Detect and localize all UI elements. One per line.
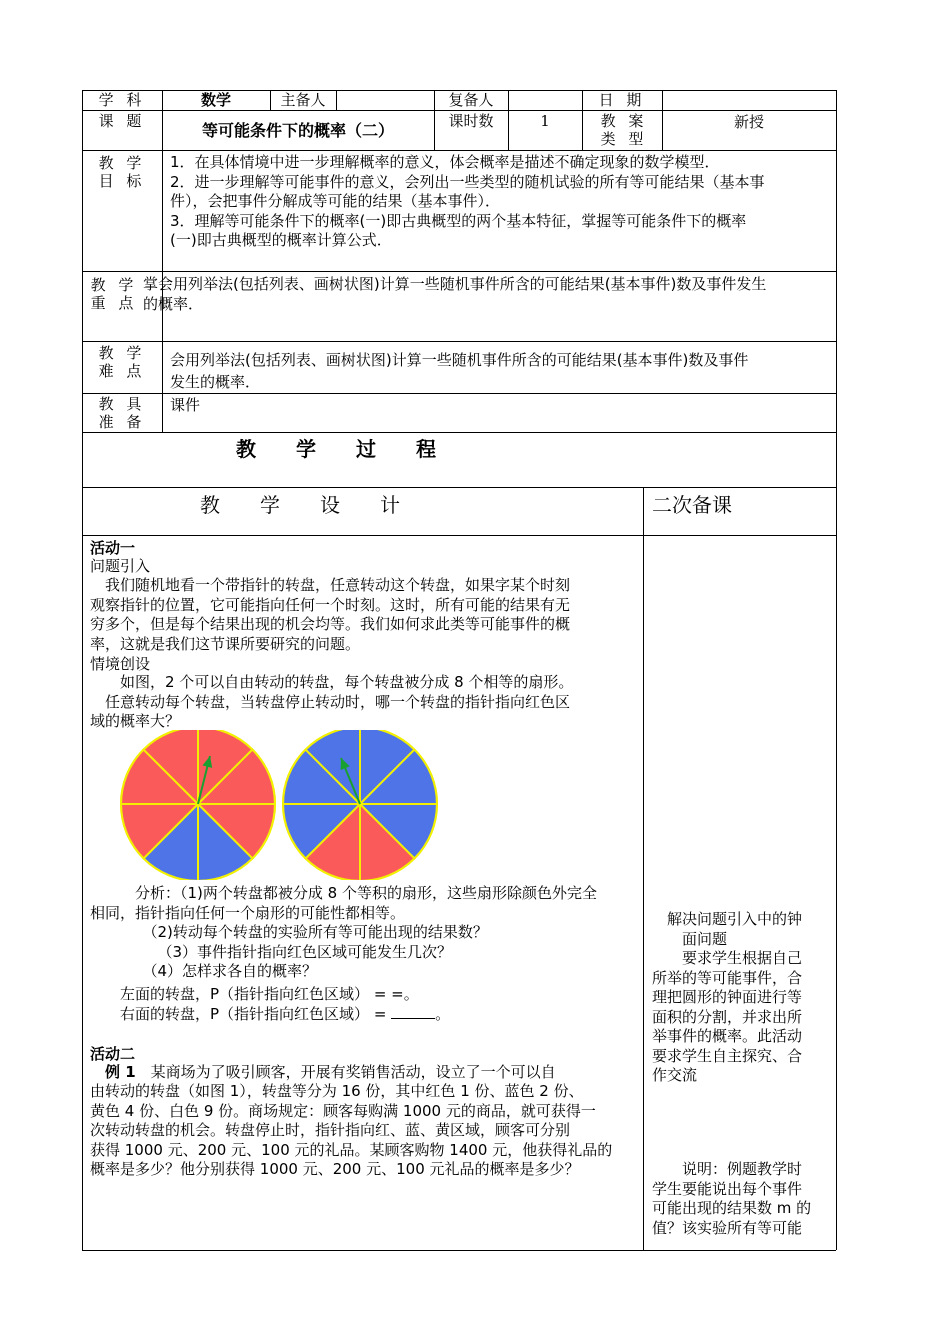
right-probability-end: 。 — [435, 1005, 451, 1023]
analysis-line: （3）事件指针指向红色区域可能发生几次？ — [90, 942, 453, 961]
example-first-line — [90, 1062, 556, 1082]
right-probability — [90, 1004, 450, 1024]
activity1-intro — [90, 576, 570, 654]
answer-blank — [391, 1004, 435, 1019]
activity1-sub-scenario: 情境创设 — [90, 655, 151, 673]
example-line: 概率是多少？他分别获得 1000 元、200 元、100 元礼品的概率是多少？ — [90, 1160, 580, 1178]
hours-label: 课时数 — [448, 112, 494, 130]
right-probability-text: 右面的转盘，P（指针指向红色区域） = — [90, 1005, 387, 1023]
key-points-text — [143, 275, 766, 314]
subject-value: 数学 — [200, 91, 231, 109]
note-line: 值？该实验所有等可能 — [652, 1218, 803, 1237]
intro-line: 率，这就是我们这节课所要研究的问题。 — [90, 634, 361, 653]
example-label: 例 1 — [90, 1063, 136, 1081]
note-line: 面积的分割，并求出所 — [652, 1007, 803, 1026]
note-line: 要求学生自主探究、合 — [652, 1046, 803, 1065]
note-line: 所举的等可能事件，合 — [652, 968, 803, 987]
note-line: 理把圆形的钟面进行等 — [652, 988, 803, 1006]
activity1-analysis — [90, 884, 597, 982]
left-spinner — [121, 730, 275, 880]
intro-line: 我们随机地看一个带指针的转盘，任意转动这个转盘，如果字某个时刻 — [90, 576, 571, 594]
intro-line: 观察指针的位置，它可能指向任何一个时刻。这时，所有可能的结果有无 — [90, 595, 571, 614]
note-line: 举事件的概率。此活动 — [652, 1027, 803, 1045]
difficulty-line: 会用列举法(包括列表、画树状图)计算一些随机事件所含的可能结果(基本事件)数及事件 — [170, 351, 749, 369]
right-spinner — [283, 730, 437, 880]
design-title: 教 学 设 计 — [200, 493, 400, 517]
example-line: 获得 1000 元、200 元、100 元的礼品。某顾客购物 1400 元，他获得礼品的 — [90, 1140, 613, 1159]
example-first-text: 某商场为了吸引顾客，开展有奖销售活动，设立了一个可以自 — [135, 1063, 556, 1081]
activity1-sub-intro: 问题引入 — [90, 557, 151, 575]
goal-line: 3．理解等可能条件下的概率(一)即古典概型的两个基本特征，掌握等可能条件下的概率 — [170, 211, 747, 230]
example-line: 次转动转盘的机会。转盘停止时，指针指向红、蓝、黄区域，顾客可分别 — [90, 1121, 571, 1139]
activity1-title: 活动一 — [90, 539, 136, 557]
tools-value: 课件 — [170, 396, 201, 414]
tools-label: 教 具 准 备 — [98, 395, 146, 431]
key-points-label: 教 学 重 点 — [90, 276, 138, 312]
goal-line: 件），会把事件分解成等可能的结果（基本事件）． — [170, 192, 501, 210]
difficulty-line: 发生的概率． — [170, 373, 261, 391]
preparer-label: 主备人 — [280, 91, 326, 109]
process-title: 教 学 过 程 — [236, 437, 436, 461]
note-line: 学生要能说出每个事件 — [652, 1179, 803, 1198]
reviewer-label: 复备人 — [448, 91, 494, 109]
side-note-1 — [652, 910, 802, 1086]
example-text — [90, 1082, 612, 1180]
goal-line: 1．在具体情境中进一步理解概率的意义，体会概率是描述不确定现象的数学模型． — [170, 153, 720, 171]
topic-label: 课 题 — [98, 112, 146, 130]
difficulties-text — [170, 349, 748, 393]
topic-value: 等可能条件下的概率（二） — [201, 121, 394, 140]
note-line: 要求学生根据自己 — [652, 949, 803, 967]
note-line: 说明：例题教学时 — [652, 1160, 803, 1178]
key-point-line: 掌会用列举法(包括列表、画树状图)计算一些随机事件所含的可能结果(基本事件)数及事件发生 — [143, 275, 767, 293]
goals-text — [170, 153, 765, 251]
analysis-line: （4）怎样求各自的概率？ — [90, 962, 318, 980]
analysis-line: 分析：（1)两个转盘都被分成 8 个等积的扇形，这些扇形除颜色外完全 — [90, 884, 597, 902]
analysis-line: 相同，指针指向任何一个扇形的可能性都相等。 — [90, 903, 406, 922]
example-line: 由转动的转盘（如图 1），转盘等分为 16 份，其中红色 1 份、蓝色 2 份、 — [90, 1082, 584, 1100]
activity2-title: 活动二 — [90, 1045, 136, 1063]
side-note-2 — [652, 1160, 811, 1238]
second-prep-title: 二次备课 — [652, 493, 732, 517]
analysis-line: （2)转动每个转盘的实验所有等可能出现的结果数？ — [90, 923, 488, 941]
note-line: 作交流 — [652, 1066, 698, 1084]
left-probability: 左面的转盘，P（指针指向红色区域） = =。 — [90, 985, 419, 1003]
spinner-figure — [118, 730, 448, 880]
goal-line: 2．进一步理解等可能事件的意义，会列出一些类型的随机试验的所有等可能结果（基本事 — [170, 172, 765, 191]
subject-label: 学 科 — [98, 91, 146, 109]
type-value: 新授 — [733, 113, 764, 131]
scenario-line: 任意转动每个转盘，当转盘停止转动时，哪一个转盘的指针指向红色区 — [90, 692, 571, 711]
goals-label: 教 学 目 标 — [98, 154, 146, 190]
hours-value: 1 — [540, 112, 550, 130]
date-label: 日 期 — [598, 91, 646, 109]
scenario-line: 如图，2 个可以自由转动的转盘，每个转盘被分成 8 个相等的扇形。 — [90, 673, 574, 691]
scenario-line: 域的概率大？ — [90, 712, 181, 730]
goal-line: (一)即古典概型的概率计算公式． — [170, 231, 392, 249]
difficulties-label: 教 学 难 点 — [98, 344, 146, 380]
type-label: 教 案 类 型 — [600, 112, 648, 148]
example-line: 黄色 4 份、白色 9 份。商场规定：顾客每购满 1000 元的商品，就可获得一 — [90, 1101, 596, 1120]
note-line: 可能出现的结果数 m 的 — [652, 1199, 812, 1217]
note-line: 解决问题引入中的钟 — [652, 910, 803, 928]
key-point-line: 的概率． — [143, 294, 204, 313]
activity1-scenario — [90, 673, 573, 732]
note-line: 面问题 — [652, 929, 728, 948]
intro-line: 穷多个，但是每个结果出现的机会均等。我们如何求此类等可能事件的概 — [90, 615, 571, 633]
